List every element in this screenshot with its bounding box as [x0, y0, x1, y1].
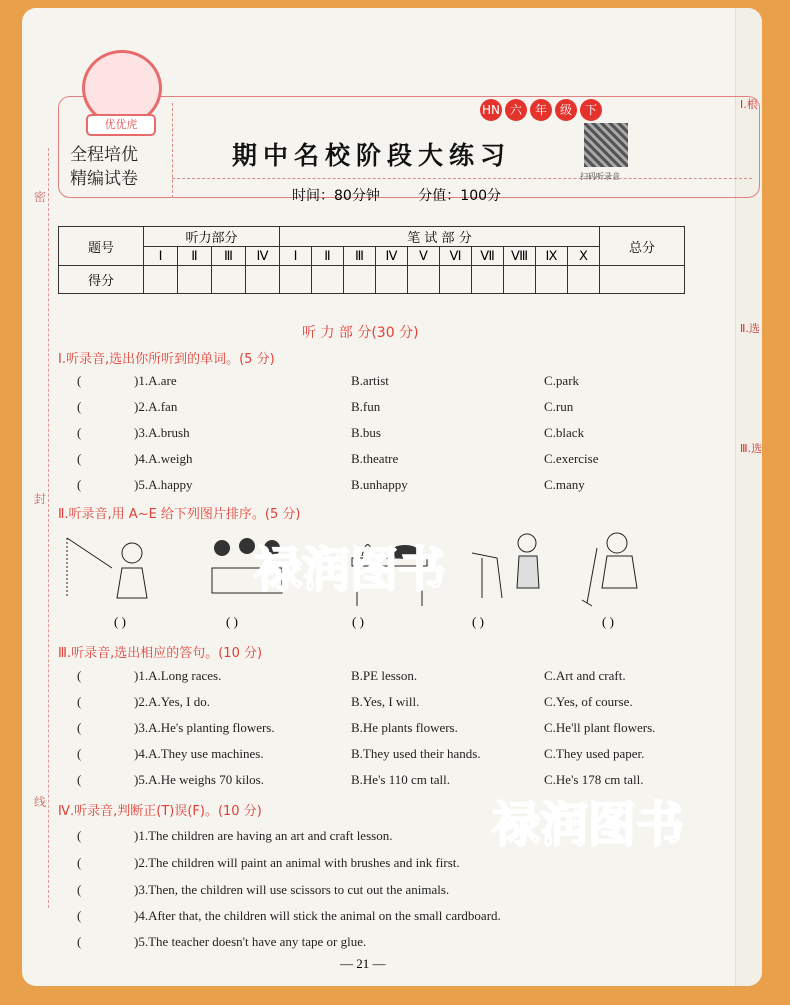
question-row: [77, 373, 717, 391]
option-c: C.He's 178 cm tall.: [544, 772, 644, 787]
picture-answer-blank[interactable]: ( ): [602, 614, 614, 629]
col-header: Ⅴ: [408, 247, 440, 266]
question-heading: Ⅰ.听录音,选出你所听到的单词。(5 分): [58, 352, 275, 367]
option-a: )3.A.He's planting flowers.: [134, 720, 275, 735]
answer-blank[interactable]: (: [77, 399, 82, 414]
score-cell[interactable]: [440, 266, 472, 294]
option-c: C.run: [544, 399, 574, 414]
col-header: Ⅳ: [376, 247, 408, 266]
question-row: [77, 772, 717, 790]
option-c: C.Art and craft.: [544, 668, 626, 683]
answer-blank[interactable]: (: [77, 451, 82, 466]
right-page-mark: Ⅲ.选: [740, 442, 762, 455]
answer-blank[interactable]: (: [77, 828, 82, 843]
girl-and-dog-picture: [467, 528, 557, 608]
option-a: )3.A.brush: [134, 425, 190, 440]
divider: [172, 178, 752, 179]
score-cell[interactable]: [280, 266, 312, 294]
score-cell[interactable]: [178, 266, 212, 294]
qr-code-icon[interactable]: [584, 123, 628, 167]
question-row: [77, 668, 717, 686]
answer-blank[interactable]: (: [77, 477, 82, 492]
score-cell[interactable]: [504, 266, 536, 294]
col-header: Ⅳ: [246, 247, 280, 266]
series-line: 精编试卷: [70, 169, 138, 189]
listening-header: 听力部分: [144, 227, 280, 247]
option-a: )1.A.are: [134, 373, 177, 388]
option-a: )5.A.happy: [134, 477, 193, 492]
col-header: Ⅰ: [144, 247, 178, 266]
option-b: B.PE lesson.: [351, 668, 418, 683]
picture-answer-blank[interactable]: ( ): [114, 614, 126, 629]
col-header: Ⅲ: [212, 247, 246, 266]
divider: [172, 103, 173, 198]
question-heading: Ⅲ.听录音,选出相应的答句。(10 分): [58, 646, 263, 661]
answer-blank[interactable]: (: [77, 668, 82, 683]
score-total: 分值：100分: [418, 188, 502, 204]
score-cell[interactable]: [246, 266, 280, 294]
question-heading: Ⅳ.听录音,判断正(T)误(F)。(10 分): [58, 804, 262, 819]
score-cell[interactable]: [472, 266, 504, 294]
section-title: 听 力 部 分(30 分): [302, 325, 419, 341]
question-row: [77, 451, 717, 469]
row-label: 得分: [59, 266, 144, 294]
total-header: 总分: [600, 227, 685, 266]
grade-badges: [480, 99, 602, 121]
answer-blank[interactable]: (: [77, 425, 82, 440]
question-row: [77, 746, 717, 764]
answer-blank[interactable]: (: [77, 373, 82, 388]
question-heading: Ⅱ.听录音,用 A~E 给下列图片排序。(5 分): [58, 507, 301, 522]
statement: )2.The children will paint an animal with brushes and ink first.: [134, 855, 460, 870]
watermark: 禄润图书: [492, 797, 685, 853]
picture-answer-blank[interactable]: ( ): [352, 614, 364, 629]
option-b: B.artist: [351, 373, 389, 388]
col-header: Ⅵ: [440, 247, 472, 266]
series-line: 全程培优: [70, 145, 138, 165]
col-header: Ⅱ: [312, 247, 344, 266]
score-cell[interactable]: [376, 266, 408, 294]
option-b: B.fun: [351, 399, 381, 414]
col-header: Ⅷ: [504, 247, 536, 266]
answer-blank[interactable]: (: [77, 694, 82, 709]
score-cell[interactable]: [568, 266, 600, 294]
option-b: B.theatre: [351, 451, 399, 466]
writing-header: 笔 试 部 分: [280, 227, 600, 247]
score-cell[interactable]: [212, 266, 246, 294]
option-a: )4.A.weigh: [134, 451, 193, 466]
brand-label: 优优虎: [86, 114, 156, 136]
option-c: C.park: [544, 373, 580, 388]
question-row: [77, 908, 717, 926]
answer-blank[interactable]: (: [77, 772, 82, 787]
badge: 六: [505, 99, 527, 121]
question-row: [77, 882, 717, 900]
score-table: [58, 226, 685, 294]
statement: )5.The teacher doesn't have any tape or glue.: [134, 934, 367, 949]
col-header: Ⅲ: [344, 247, 376, 266]
option-c: C.Yes, of course.: [544, 694, 633, 709]
badge: 下: [580, 99, 602, 121]
watermark: 禄润图书: [254, 542, 447, 598]
score-cell[interactable]: [312, 266, 344, 294]
answer-blank[interactable]: (: [77, 855, 82, 870]
exam-page: [22, 8, 762, 986]
option-a: )2.A.Yes, I do.: [134, 694, 210, 709]
option-b: B.unhappy: [351, 477, 408, 492]
answer-blank[interactable]: (: [77, 934, 82, 949]
qr-label: 扫码听录音: [580, 172, 620, 181]
option-c: C.exercise: [544, 451, 599, 466]
statement: )3.Then, the children will use scissors to cut out the animals.: [134, 882, 450, 897]
option-b: B.bus: [351, 425, 381, 440]
margin-mark-seal: 封: [34, 492, 47, 506]
option-a: )5.A.He weighs 70 kilos.: [134, 772, 264, 787]
badge: 年: [530, 99, 552, 121]
question-row: [77, 720, 717, 738]
right-page-mark: Ⅰ.根: [740, 98, 758, 111]
picture-answer-blank[interactable]: ( ): [226, 614, 238, 629]
option-a: )2.A.fan: [134, 399, 178, 414]
option-b: B.He's 110 cm tall.: [351, 772, 450, 787]
badge: 级: [555, 99, 577, 121]
option-a: )1.A.Long races.: [134, 668, 222, 683]
right-page-mark: Ⅱ.选: [740, 322, 760, 335]
answer-blank[interactable]: (: [77, 746, 82, 761]
score-cell[interactable]: [408, 266, 440, 294]
page-number: — 21 —: [340, 956, 386, 971]
binding-line: [48, 148, 49, 908]
answer-blank[interactable]: (: [77, 882, 82, 897]
question-row: [77, 694, 717, 712]
option-b: B.Yes, I will.: [351, 694, 420, 709]
time-limit: 时间：80分钟: [292, 188, 380, 204]
col-header: Ⅹ: [568, 247, 600, 266]
margin-mark-seal: 密: [34, 190, 47, 204]
page-title: 期中名校阶段大练习: [232, 141, 512, 170]
question-row: [77, 477, 717, 495]
question-row: [77, 425, 717, 443]
statement: )1.The children are having an art and craft lesson.: [134, 828, 393, 843]
row-label: 题号: [59, 227, 144, 266]
series-label: [70, 143, 138, 191]
option-c: C.many: [544, 477, 585, 492]
picture-answer-blank[interactable]: ( ): [472, 614, 484, 629]
option-b: B.He plants flowers.: [351, 720, 458, 735]
fishing-boy-picture: [62, 528, 152, 608]
margin-mark-line: 线: [34, 795, 47, 809]
answer-blank[interactable]: (: [77, 720, 82, 735]
option-c: C.He'll plant flowers.: [544, 720, 656, 735]
badge: HN: [480, 99, 502, 121]
option-c: C.They used paper.: [544, 746, 645, 761]
option-a: )4.A.They use machines.: [134, 746, 264, 761]
question-row: [77, 934, 717, 952]
col-header: Ⅰ: [280, 247, 312, 266]
col-header: Ⅸ: [536, 247, 568, 266]
option-b: B.They used their hands.: [351, 746, 481, 761]
exam-info: [292, 185, 501, 205]
score-cell[interactable]: [344, 266, 376, 294]
girl-sweeping-picture: [577, 528, 667, 608]
question-row: [77, 399, 717, 417]
question-row: [77, 855, 717, 873]
statement: )4.After that, the children will stick the animal on the small cardboard.: [134, 908, 501, 923]
score-cell[interactable]: [536, 266, 568, 294]
col-header: Ⅱ: [178, 247, 212, 266]
option-c: C.black: [544, 425, 585, 440]
score-cell[interactable]: [144, 266, 178, 294]
score-cell[interactable]: [600, 266, 685, 294]
answer-blank[interactable]: (: [77, 908, 82, 923]
col-header: Ⅶ: [472, 247, 504, 266]
